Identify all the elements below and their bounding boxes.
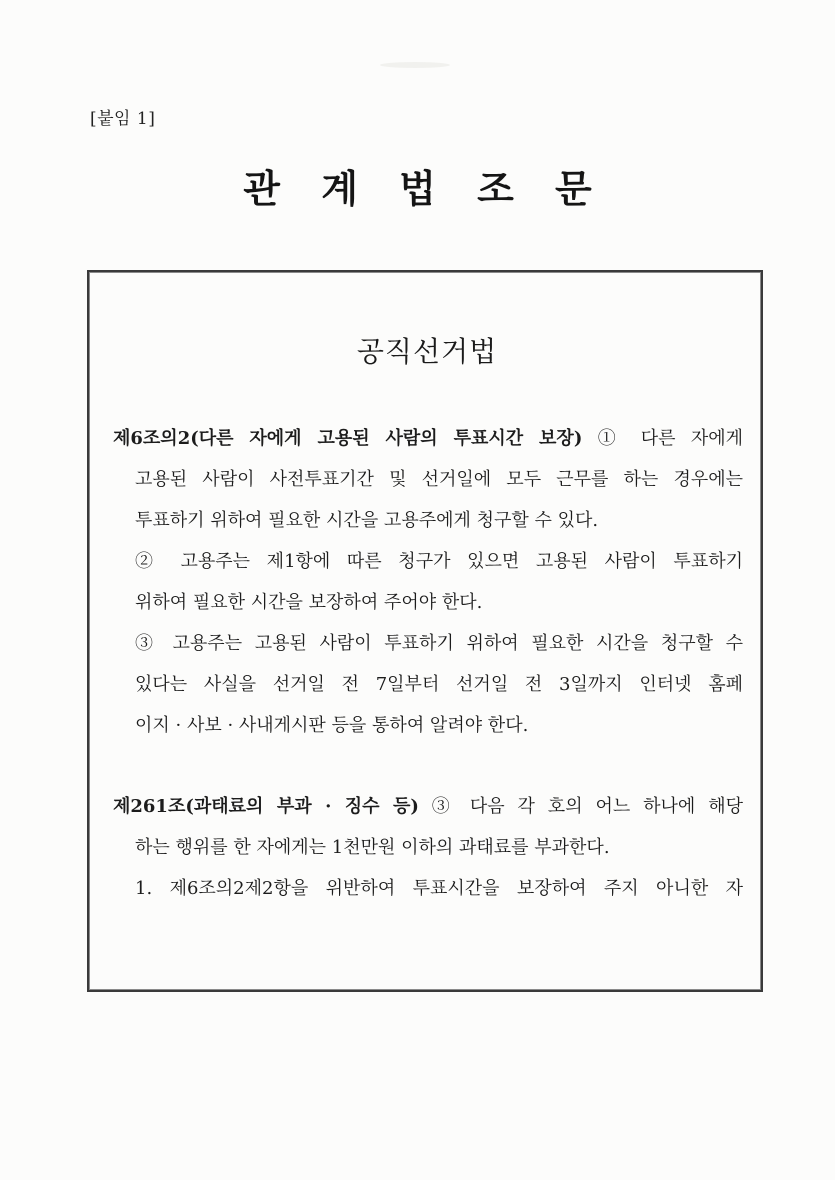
article-6-2 [113, 418, 743, 746]
article-line: ② 고용주는 제1항에 따른 청구가 있으면 고용된 사람이 투표하기 [135, 551, 743, 572]
article-line: ③ 고용주는 고용된 사람이 투표하기 위하여 필요한 시간을 청구할 수 [135, 633, 743, 654]
article-line: 투표하기 위하여 필요한 시간을 고용주에게 청구할 수 있다. [135, 510, 599, 531]
article-line: 있다는 사실을 선거일 전 7일부터 선거일 전 3일까지 인터넷 홈페 [135, 674, 743, 695]
article-line: ③ 다음 각 호의 어느 하나에 해당 [431, 796, 743, 817]
attachment-label: [붙임 1] [90, 109, 156, 129]
article-line: ① 다른 자에게 [597, 428, 743, 449]
article-line: 하는 행위를 한 자에게는 1천만원 이하의 과태료를 부과한다. [135, 837, 610, 858]
article-first-line [113, 418, 743, 459]
scan-smudge [380, 62, 450, 68]
law-name: 공직선거법 [356, 335, 498, 368]
law-text-box [87, 270, 763, 992]
article-261 [113, 786, 743, 909]
article-heading: 제261조(과태료의 부과 · 징수 등) [113, 796, 419, 817]
article-line: 1. 제6조의2제2항을 위반하여 투표시간을 보장하여 주지 아니한 자 [135, 878, 743, 899]
article-line: 위하여 필요한 시간을 보장하여 주어야 한다. [135, 592, 483, 613]
article-first-line [113, 786, 743, 827]
article-line: 이지 · 사보 · 사내게시판 등을 통하여 알려야 한다. [135, 715, 529, 736]
page-title: 관 계 법 조 문 [243, 167, 606, 211]
article-line: 고용된 사람이 사전투표기간 및 선거일에 모두 근무를 하는 경우에는 [135, 469, 743, 490]
article-heading: 제6조의2(다른 자에게 고용된 사람의 투표시간 보장) [113, 428, 583, 449]
